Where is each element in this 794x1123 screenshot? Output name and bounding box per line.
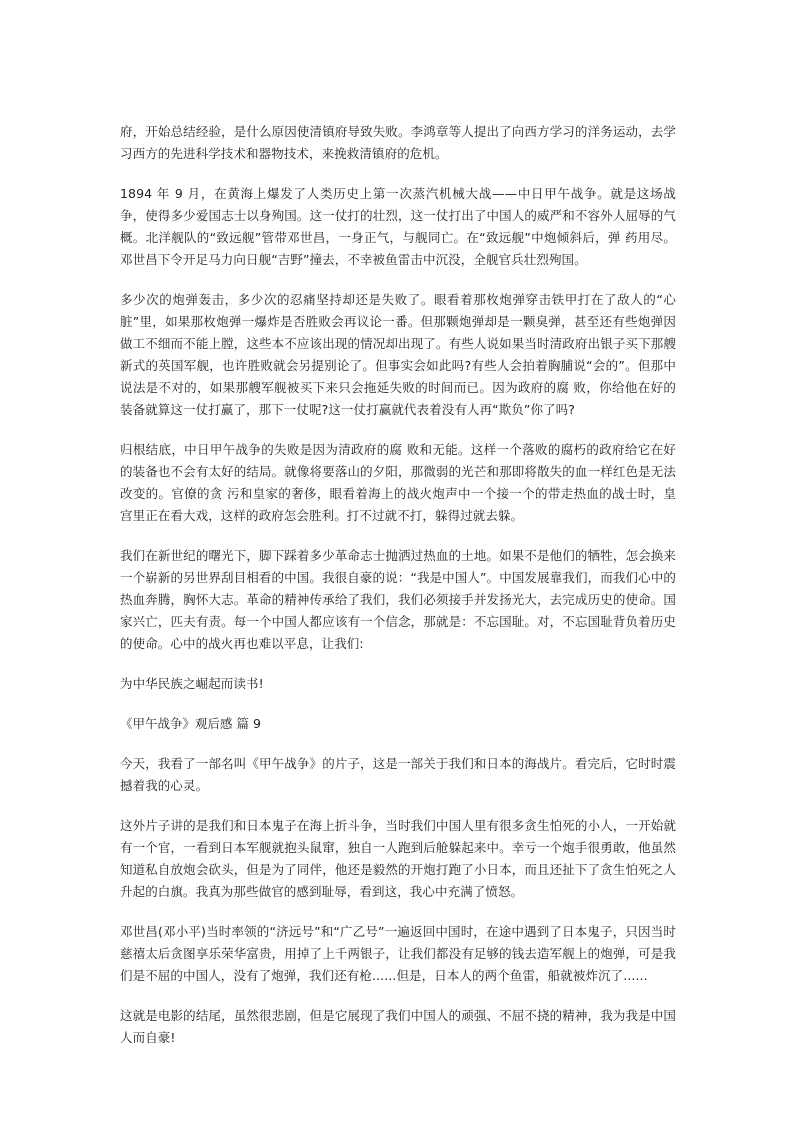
paragraph: 多少次的炮弹轰击，多少次的忍痛坚持却还是失败了。眼看着那枚炮弹穿击铁甲打在了敌人的“心脏”里，如果那枚炮弹一爆炸是否胜败会再议论一番。但那颗炮弹却是一颗臭弹，甚至还有些炮弹因做工不细而不能上膛，这些本不应该出现的情况却出现了。有些人说如果当时清政府出银子买下那艘新式的英国军舰，也许胜败就会另提别论了。但事实会如此吗?有些人会拍着胸脯说“会的”。但那中说法是不对的，如果那艘军舰被买下来只会拖延失败的时间而已。因为政府的腐 败，你给他在好的装备就算这一仗打赢了，那下一仗呢?这一仗打赢就代表着没有人再“欺负”你了吗? (120, 292, 676, 417)
paragraph: 我们在新世纪的曙光下，脚下踩着多少革命志士抛洒过热血的土地。如果不是他们的牺牲，怎会换来一个崭新的另世界刮目相看的中国。我很自豪的说：“我是中国人”。中国发展靠我们，而我们心中的热血奔腾，胸怀大志。革命的精神传承给了我们，我们必须接手并发扬光大，去完成历史的使命。国家兴亡，匹夫有责。每一个中国人都应该有一个信念，那就是：不忘国耻。对，不忘国耻背负着历史的使命。心中的战火再也难以平息，让我们: (120, 548, 676, 651)
paragraph: 为中华民族之崛起而读书! (120, 676, 264, 691)
paragraph: 邓世昌(邓小平)当时率领的“济远号”和“广乙号”一遍返回中国时，在途中遇到了日本鬼子，只因当时慈禧太后贪图享乐荣华富贵，用掉了上千两银子，让我们都没有足够的钱去造军舰上的炮弹，可是我们是不屈的中国人，没有了炮弹，我们还有枪......但是，日本人的两个鱼雷，船就被炸沉了...... (120, 924, 676, 983)
paragraph: 这就是电影的结尾，虽然很悲剧，但是它展现了我们中国人的顽强、不屈不挠的精神，我为我是中国人而自豪! (120, 1008, 676, 1045)
paragraph: 府，开始总结经验，是什么原因使清镇府导致失败。李鸿章等人提出了向西方学习的洋务运动，去学习西方的先进科学技术和器物技术，来挽救清镇府的危机。 (120, 124, 676, 161)
paragraph: 归根结底，中日甲午战争的失败是因为清政府的腐 败和无能。这样一个落败的腐朽的政府给它在好的装备也不会有太好的结局。就像将要落山的夕阳，那微弱的光芒和那即将散失的血一样红色是无法改变的。官僚的贪 污和皇家的奢侈，眼看着海上的战火炮声中一个接一个的带走热血的战士时，皇宫里正在看大戏，这样的政府怎会胜利。打不过就不打，躲得过就去躲。 (120, 442, 676, 523)
paragraph: 1894 年 9 月，在黄海上爆发了人类历史上第一次蒸汽机械大战——中日甲午战争。就是这场战争，使得多少爱国志士以身殉国。这一仗打的壮烈，这一仗打出了中国人的威严和不容外人屈辱的气概。北洋舰队的“致远舰”管带邓世昌，一身正气，与舰同亡。在“致远舰”中炮倾斜后，弹 药用尽。邓世昌下令开足马力向日舰“吉野”撞去，不幸被鱼雷击中沉没，全舰官兵壮烈殉国。 (120, 186, 676, 267)
section-heading: 《甲午战争》观后感 篇 9 (120, 716, 261, 731)
paragraph: 今天，我看了一部名叫《甲午战争》的片子，这是一部关于我们和日本的海战片。看完后，它时时震撼着我的心灵。 (120, 756, 676, 793)
paragraph: 这外片子讲的是我们和日本鬼子在海上折斗争，当时我们中国人里有很多贪生怕死的小人，一开始就有一个官，一看到日本军舰就抱头鼠窜，独自一人跑到后舱躲起来中。幸亏一个炮手很勇敢，他虽然知道私自放炮会砍头，但是为了同伴，他还是毅然的开炮打跑了小日本，而且还扯下了贪生怕死之人升起的白旗。我真为那些做官的感到耻辱，看到这，我心中充满了愤怒。 (120, 818, 676, 899)
document-body (120, 121, 676, 1067)
